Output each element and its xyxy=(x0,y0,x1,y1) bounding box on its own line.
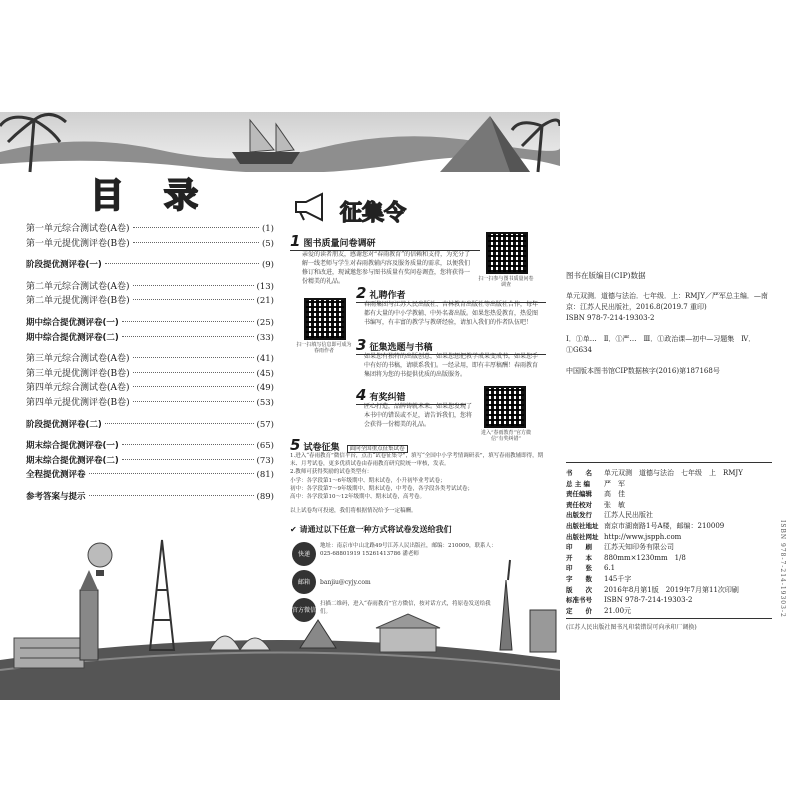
toc-entry-label: 阶段提优测评卷(二) xyxy=(26,419,102,430)
info-key: 字 数 xyxy=(566,574,592,583)
section-5-body xyxy=(290,452,546,515)
toc-entry[interactable] xyxy=(26,294,274,309)
express-address: 地址：南京市中山北路49号江苏人民出版社，邮编：210009，联系人：025-68801919 15261413786 潘老师 xyxy=(320,543,497,557)
section-2-text: 春雨集团与江苏人民出版社、吉林教育出版社等出版社合作，每年都有大量的中小学教辅、中外名著出版。如果您热爱教育，热爱图书编写，有丰富的教学与教研经验，请加入我们的作者队伍吧！ xyxy=(364,301,539,326)
toc-entry-label: 阶段提优测评卷(一) xyxy=(26,260,102,271)
info-value: 2016年8月第1版 2019年7月第11次印刷 xyxy=(604,585,739,594)
toc-entry[interactable] xyxy=(26,352,274,367)
info-key: 开 本 xyxy=(566,553,592,562)
toc-entry-page: (25) xyxy=(256,317,274,328)
info-key: 版 次 xyxy=(566,585,592,594)
toc-entry[interactable] xyxy=(26,490,274,505)
top-banner-illustration xyxy=(0,112,560,192)
info-key: 定 价 xyxy=(566,606,592,615)
section-3-text: 如果您有独特的出版创意，如果您想把教学成果变成书，如果您手中有好的书稿，请联系我们。一经录用，即有丰厚稿酬！春雨教育集团将为您的书提供优质的出版服务。 xyxy=(364,353,539,378)
toc-entry-page: (73) xyxy=(256,455,274,466)
toc-leader-dots xyxy=(122,336,254,337)
section-3-title: 征集选题与书稿 xyxy=(369,343,433,353)
info-value: 张 敏 xyxy=(604,500,625,509)
toc-entry-page: (81) xyxy=(256,470,274,481)
section-4-title: 有奖纠错 xyxy=(369,393,406,403)
section-1-title: 图书质量问卷调研 xyxy=(303,239,376,249)
checkmark-icon: ✔ xyxy=(290,525,300,534)
toc-entry-label: 第一单元综合测试卷(A卷) xyxy=(26,224,130,234)
info-row xyxy=(566,479,772,490)
wechat-text: 扫描二维码，进入“春雨教育”官方微信，按对话方式，将原卷发送给我们。 xyxy=(320,601,491,615)
toc-leader-dots xyxy=(122,459,254,460)
info-row xyxy=(566,574,772,585)
section-5-text-1: 1.进入“春雨教育”微信平台，点击“试卷征集令”，填写“全国中小学考情调研表”，填写春雨教辅即得，期末、月考试卷，更多优质试卷由春雨教育研究院统一审核，发表。 xyxy=(290,453,544,468)
section-2-title: 礼聘作者 xyxy=(369,291,406,301)
toc-entry[interactable] xyxy=(26,258,274,273)
info-row xyxy=(566,542,772,553)
megaphone-icon xyxy=(292,192,328,222)
cip-line-1: 单元双测．道德与法治．七年级．上：RMJY／严军总主编．—南京：江苏人民出版社，2016.8(2019.7 重印) xyxy=(566,292,768,311)
email-address[interactable]: banjiu@cyjy.com xyxy=(320,579,371,586)
publication-info xyxy=(566,468,772,616)
toc-entry-label: 第二单元提优测评卷(B卷) xyxy=(26,296,130,307)
toc-entry[interactable] xyxy=(26,439,274,454)
vertical-isbn: ISBN 978-7-214-19303-2 xyxy=(779,520,786,618)
info-value: 6.1 xyxy=(604,564,616,573)
toc-entry-page: (65) xyxy=(256,441,274,452)
toc-entry-page: (1) xyxy=(261,224,274,234)
toc-gap xyxy=(26,411,274,418)
toc-entry[interactable] xyxy=(26,367,274,382)
cip-heading: 图书在版编目(CIP)数据 xyxy=(566,271,646,280)
info-key: 出版社地址 xyxy=(566,521,599,530)
info-value: http://www.jspph.com xyxy=(604,532,682,541)
toc-entry-page: (21) xyxy=(256,296,274,307)
info-row xyxy=(566,489,772,500)
info-key: 出版社网址 xyxy=(566,532,599,541)
info-key: 书 名 xyxy=(566,469,592,477)
author-qr-code[interactable] xyxy=(304,298,346,340)
toc-entry-label: 期末综合提优测评卷(一) xyxy=(26,441,119,452)
toc-entry[interactable] xyxy=(26,222,274,237)
toc-entry-page: (13) xyxy=(256,281,274,292)
section-1-number: 1 xyxy=(290,232,301,250)
info-key: 印 张 xyxy=(566,564,592,573)
cip-line-4: 中国版本图书馆CIP数据核字(2016)第187168号 xyxy=(566,367,720,375)
section-5-text-5: 高中：各学段第10～12年级期中、期末试卷，高考卷。 xyxy=(290,494,425,501)
toc-entry-label: 期中综合提优测评卷(二) xyxy=(26,332,119,343)
info-row xyxy=(566,563,772,574)
info-key: 印 刷 xyxy=(566,543,592,552)
send-title: 请通过以下任意一种方式将试卷发送给我们 xyxy=(299,525,452,534)
wechat-badge: 官方微信 xyxy=(292,598,316,622)
toc-leader-dots xyxy=(89,473,254,474)
toc-entry[interactable] xyxy=(26,316,274,331)
section-5-text-6: 以上试卷均可投递，我们将根据情况给予一定稿酬。 xyxy=(290,508,417,515)
toc-entry[interactable] xyxy=(26,418,274,433)
survey-qr-code[interactable] xyxy=(486,232,528,274)
beach-scene-graphic xyxy=(0,112,560,192)
info-key: 责任编辑 xyxy=(566,490,592,499)
info-key: 出版发行 xyxy=(566,511,592,520)
toc-leader-dots xyxy=(133,299,254,300)
info-bottom-divider xyxy=(566,618,772,619)
toc-leader-dots xyxy=(122,444,254,445)
toc-entry-label: 期末综合提优测评卷(二) xyxy=(26,455,119,466)
section-5-number: 5 xyxy=(290,436,301,454)
toc-entry[interactable] xyxy=(26,454,274,469)
toc-leader-dots xyxy=(133,285,254,286)
info-value: 严 军 xyxy=(604,479,625,488)
toc-entry-label: 参考答案与提示 xyxy=(26,491,86,502)
section-5-title: 试卷征集 xyxy=(303,443,340,453)
cip-line-3: Ⅰ．①单… Ⅱ．①严… Ⅲ．①政治课—初中—习题集 Ⅳ．①G634 xyxy=(566,335,756,354)
toc-entry-label: 第四单元提优测评卷(B卷) xyxy=(26,397,130,408)
section-5-subtitle: 面向全国重点征集试卷 xyxy=(347,445,408,453)
toc-entry-page: (33) xyxy=(256,332,274,343)
info-footnote: (江苏人民出版社图书凡印装错误可向承印厂调换) xyxy=(566,624,697,631)
section-5-text-2: 2.教师可获得奖励的试卷类型有： xyxy=(290,469,373,476)
toc-entry-label: 第四单元综合测试卷(A卷) xyxy=(26,383,130,394)
toc-entry-page: (41) xyxy=(256,354,274,365)
section-5-text-3: 小学：各学段第1～6年级期中、期末试卷，小升初毕业考试卷； xyxy=(290,477,446,484)
toc-leader-dots xyxy=(122,321,254,322)
info-key: 总 主 编 xyxy=(566,479,591,488)
info-value: 南京市湖南路1号A楼，邮编：210009 xyxy=(604,521,725,530)
toc-entry-label: 第二单元综合测试卷(A卷) xyxy=(26,281,130,292)
info-row xyxy=(566,553,772,564)
toc-title: 目录 xyxy=(90,176,238,216)
info-value: ISBN 978-7-214-19303-2 xyxy=(604,596,693,605)
toc-gap xyxy=(26,251,274,258)
info-key: 标准书号 xyxy=(566,596,592,605)
toc-leader-dots xyxy=(133,227,259,228)
toc-entry[interactable] xyxy=(26,280,274,295)
toc-entry[interactable] xyxy=(26,331,274,346)
toc-gap xyxy=(26,309,274,316)
feedback-qr-code[interactable] xyxy=(484,386,526,428)
info-row xyxy=(566,595,772,606)
toc-entry-label: 第三单元提优测评卷(B卷) xyxy=(26,368,130,379)
toc-entry[interactable] xyxy=(26,237,274,252)
toc-entry-page: (9) xyxy=(261,260,274,271)
toc-leader-dots xyxy=(105,263,259,264)
toc-entry-label: 第三单元综合测试卷(A卷) xyxy=(26,354,130,365)
toc-entry-label: 全程提优测评卷 xyxy=(26,470,86,481)
cip-line-2: ISBN 978-7-214-19303-2 xyxy=(566,314,655,322)
info-row xyxy=(566,606,772,617)
info-row xyxy=(566,500,772,511)
toc-gap xyxy=(26,432,274,439)
section-1-heading xyxy=(290,232,480,251)
info-value: 高 佳 xyxy=(604,490,625,499)
toc-entry[interactable] xyxy=(26,468,274,483)
info-row xyxy=(566,468,772,479)
toc-gap xyxy=(26,273,274,280)
toc-leader-dots xyxy=(133,401,254,402)
toc-entry[interactable] xyxy=(26,381,274,396)
toc-leader-dots xyxy=(133,386,254,387)
feedback-qr-caption: 进入“春雨教育”官方微信“有奖纠错” xyxy=(480,430,532,442)
toc-entry-label: 期中综合提优测评卷(一) xyxy=(26,317,119,328)
toc-leader-dots xyxy=(133,372,254,373)
info-row xyxy=(566,510,772,521)
toc-entry-page: (53) xyxy=(256,397,274,408)
toc-gap xyxy=(26,483,274,490)
info-row xyxy=(566,521,772,532)
toc-entry-page: (5) xyxy=(261,238,274,249)
info-value: 单元双测 道德与法治 七年级 上 RMJY xyxy=(604,469,743,477)
toc-leader-dots xyxy=(89,495,254,496)
express-badge: 快递 xyxy=(292,542,316,566)
info-row xyxy=(566,585,772,596)
toc-entry-page: (45) xyxy=(256,368,274,379)
toc-entry-page: (49) xyxy=(256,383,274,394)
toc-entry[interactable] xyxy=(26,396,274,411)
section-1-text: 亲爱的读者朋友，感谢您对“春雨教育”的信赖和支持，为充分了解一线老师与学生对春雨教辅内容及服务质量的需求，以便我们修订和改进，现诚邀您参与图书质量有奖问卷调查，您将获得一份精美的礼品。 xyxy=(302,251,471,285)
section-2-number: 2 xyxy=(356,284,367,302)
info-row xyxy=(566,532,772,543)
toc-leader-dots xyxy=(133,242,259,243)
toc-entry-page: (89) xyxy=(256,491,274,502)
toc-entry-page: (57) xyxy=(256,419,274,430)
author-qr-caption: 扫一扫填写信息即可成为春雨作者 xyxy=(296,342,352,354)
table-of-contents xyxy=(26,222,274,505)
info-top-divider xyxy=(566,462,772,463)
info-value: 880mm×1230mm 1/8 xyxy=(604,553,686,562)
info-value: 21.00元 xyxy=(604,606,632,615)
survey-qr-caption: 扫一扫参与图书质量问卷调查 xyxy=(478,276,534,288)
toc-leader-dots xyxy=(133,357,254,358)
toc-gap xyxy=(26,345,274,352)
world-landmarks-graphic xyxy=(0,530,560,700)
section-5-text-4: 初中：各学段第7～9年级期中、期末试卷，中考卷，各学段各类考试试卷； xyxy=(290,485,474,492)
section-4-text: 匠心打造，品牌铸就未来。如果您发现了本书中的错误或不足，请告诉我们，您将会获得一份精美的礼品。 xyxy=(364,403,473,428)
info-value: 江苏人民出版社 xyxy=(604,511,653,520)
info-value: 145千字 xyxy=(604,574,632,583)
section-4-number: 4 xyxy=(356,386,367,404)
toc-entry-label: 第一单元提优测评卷(B卷) xyxy=(26,238,130,249)
section-3-number: 3 xyxy=(356,336,367,354)
toc-leader-dots xyxy=(105,423,254,424)
cip-block xyxy=(566,270,776,377)
info-value: 江苏天知印务有限公司 xyxy=(604,543,674,552)
promo-title: 征集令 xyxy=(340,201,407,226)
bottom-landmarks-illustration xyxy=(0,530,560,700)
email-badge: 邮箱 xyxy=(292,570,316,594)
info-key: 责任校对 xyxy=(566,500,592,509)
